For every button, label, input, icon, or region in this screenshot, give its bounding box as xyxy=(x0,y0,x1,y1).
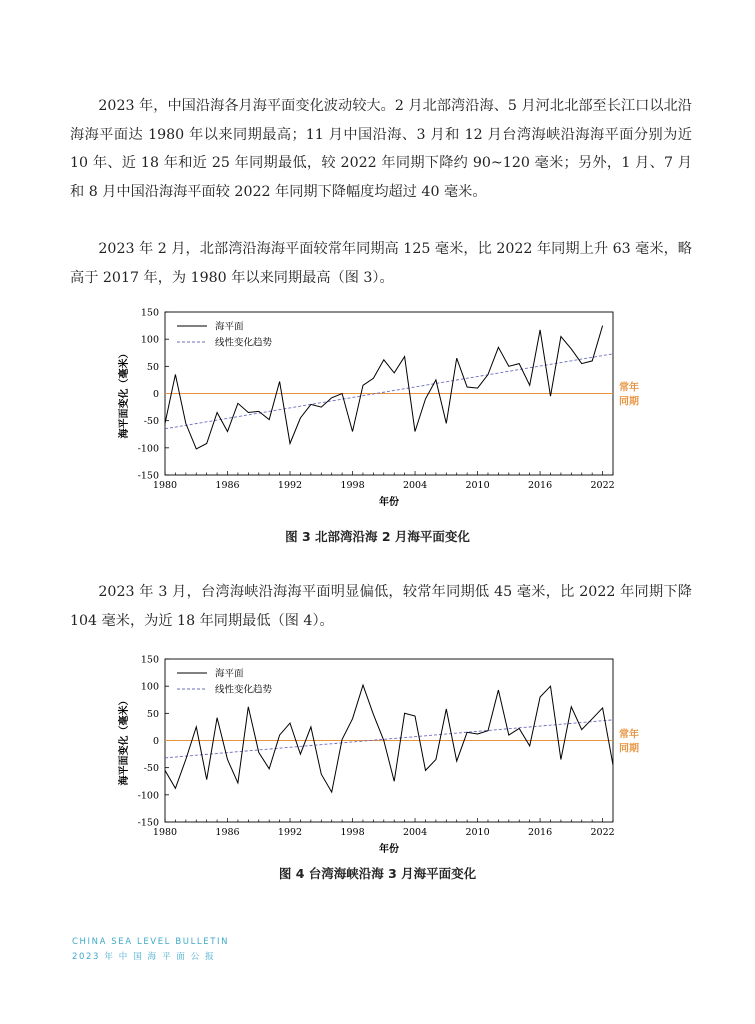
chart2-baseline-label: 常年 xyxy=(619,729,639,741)
chart1-legend-series-label: 海平面 xyxy=(215,321,244,333)
chart1-xtick-label: 2004 xyxy=(402,480,428,491)
paragraph-3: 2023 年 3 月，台湾海峡沿海海平面明显偏低，较常年同期低 45 毫米，比 2022 年同期下降 104 毫米，为近 18 年同期最低（图 4）。 xyxy=(70,584,692,629)
chart2-xtick-label: 1998 xyxy=(340,827,365,838)
chart1-ytick-label: -50 xyxy=(143,416,159,428)
paragraph-1: 2023 年，中国沿海各月海平面变化波动较大。2 月北部湾沿海、5 月河北北部至长江口以北沿海海平面达 1980 年以来同期最高；11 月中国沿海、3 月和 12 月台湾海峡沿海海平面分别为近 10 年、近 18 年和近 25 年同期最低，较 2022 年同期下降约 90~120 毫米；另外，1 月、7 月和 8 月中国沿海海平面较 2022 年同期下降幅度均超过 40 毫米。 xyxy=(70,98,692,200)
chart1-xtick-label: 1992 xyxy=(277,480,303,491)
chart2-ytick-label: 150 xyxy=(140,654,159,666)
footer-title-en: CHINA SEA LEVEL BULLETIN xyxy=(72,937,230,947)
chart2-xaxis-label: 年份 xyxy=(379,844,399,855)
figure-4-caption: 图 4 台湾海峡沿海 3 月海平面变化 xyxy=(278,866,477,881)
chart1-ytick-label: -100 xyxy=(137,443,159,455)
chart1-xtick-label: 1998 xyxy=(340,480,365,491)
chart2-xtick-label: 2016 xyxy=(527,827,553,838)
chart1-xtick-label: 2016 xyxy=(527,480,553,491)
chart1-xtick-label: 1980 xyxy=(152,480,178,491)
chart1-ytick-label: 0 xyxy=(152,389,159,400)
chart1-baseline-label: 常年 xyxy=(619,382,639,394)
chart-figure-4 xyxy=(110,647,670,857)
chart2-baseline-label: 同期 xyxy=(619,743,639,755)
chart1-xtick-label: 1986 xyxy=(215,480,240,491)
chart1-legend-trend-label: 线性变化趋势 xyxy=(215,337,273,349)
chart2-ytick-label: -100 xyxy=(137,790,159,802)
chart1-ytick-label: 150 xyxy=(140,307,159,319)
chart2-ytick-label: 50 xyxy=(146,708,159,720)
chart2-ytick-label: 0 xyxy=(152,736,159,747)
chart2-series-line xyxy=(165,685,613,792)
paragraph-2: 2023 年 2 月，北部湾沿海海平面较常年同期高 125 毫米，比 2022 年同期上升 63 毫米，略高于 2017 年，为 1980 年以来同期最高（图 3）。 xyxy=(70,241,692,286)
chart-figure-3 xyxy=(110,300,670,510)
chart1-ytick-label: -150 xyxy=(137,470,159,482)
chart2-legend-trend-label: 线性变化趋势 xyxy=(215,684,273,696)
chart2-trend-line xyxy=(165,720,613,758)
chart2-xtick-label: 1986 xyxy=(215,827,240,838)
footer-title-cn: 2023 年 中 国 海 平 面 公 报 xyxy=(72,952,216,962)
chart1-xaxis-label: 年份 xyxy=(379,497,399,508)
chart2-ytick-label: 100 xyxy=(140,681,159,693)
chart2-ytick-label: -150 xyxy=(137,817,159,829)
chart2-xtick-label: 2004 xyxy=(402,827,428,838)
chart1-ytick-label: 50 xyxy=(146,361,159,373)
chart2-legend-series-label: 海平面 xyxy=(215,668,244,680)
chart2-xtick-label: 2010 xyxy=(465,827,490,838)
chart1-xtick-label: 2022 xyxy=(590,480,615,491)
chart2-ytick-label: -50 xyxy=(143,763,159,775)
chart2-xtick-label: 1992 xyxy=(277,827,303,838)
chart2-yaxis-label: 海平面变化（毫米） xyxy=(119,695,130,786)
chart1-baseline-label: 同期 xyxy=(619,396,639,408)
chart2-xtick-label: 1980 xyxy=(152,827,178,838)
figure-3-caption: 图 3 北部湾沿海 2 月海平面变化 xyxy=(285,529,470,544)
chart1-xtick-label: 2010 xyxy=(465,480,490,491)
chart1-yaxis-label: 海平面变化（毫米） xyxy=(119,348,130,439)
chart1-ytick-label: 100 xyxy=(140,334,159,346)
chart2-xtick-label: 2022 xyxy=(590,827,615,838)
